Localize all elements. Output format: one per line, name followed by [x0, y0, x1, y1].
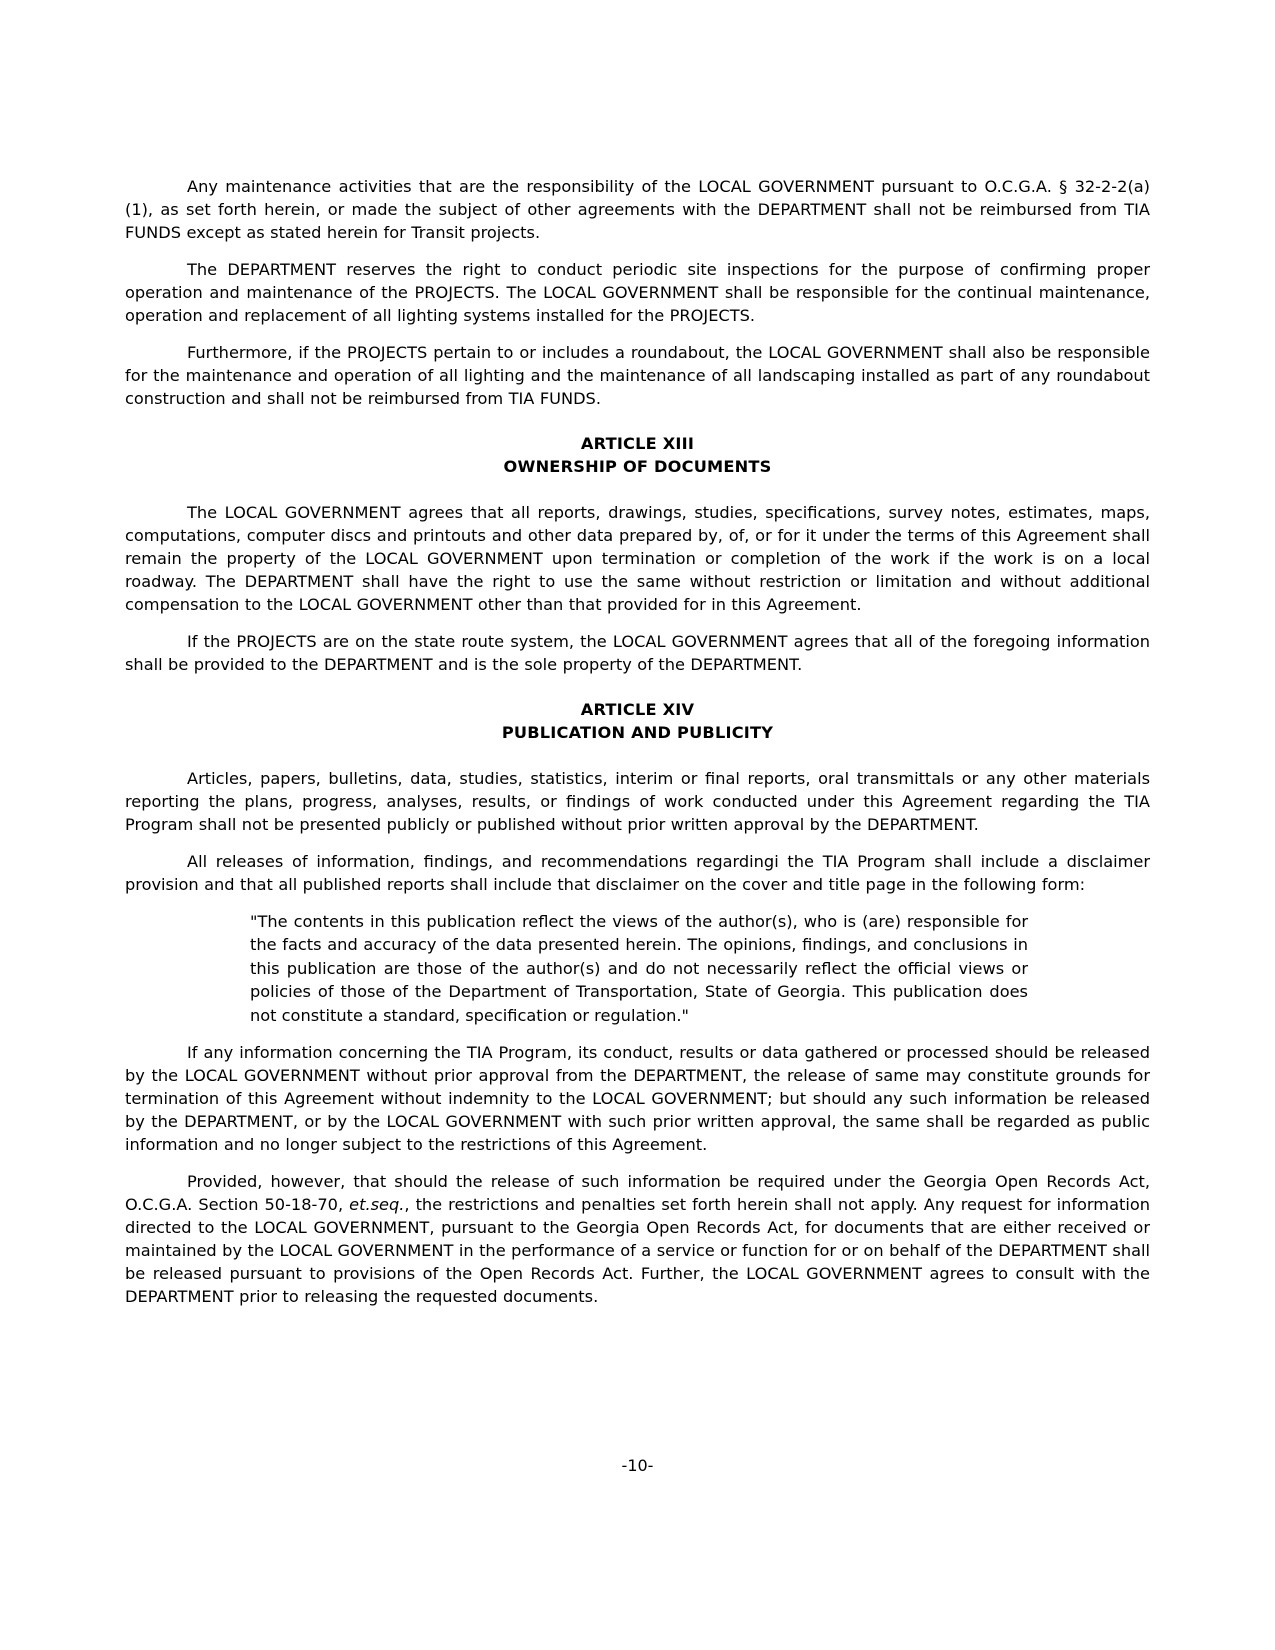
open-records-part-2: , the restrictions and penalties set forth herein shall not apply. Any request for information directed to the LOCAL GOVERNMENT, pursuant to the Georgia Open Records Act, for documents that are either received or maintained by the LOCAL GOVERNMENT in the performance of a service or function for or on behalf of the DEPARTMENT shall be released pursuant to provisions of the Open Records Act. Further, the LOCAL GOVERNMENT agrees to consult with the DEPARTMENT prior to releasing the requested documents.: [125, 1195, 1150, 1307]
article-14-number: ARTICLE XIV: [580, 699, 695, 719]
paragraph-department-inspections: The DEPARTMENT reserves the right to conduct periodic site inspections for the purpose of confirming proper operation and maintenance of the PROJECTS. The LOCAL GOVERNMENT shall be responsible for the continual maintenance, operation and replacement of all lighting systems installed for the PROJECTS.: [125, 260, 1150, 325]
article-14-title: PUBLICATION AND PUBLICITY: [501, 723, 774, 743]
paragraph-ownership-reports: The LOCAL GOVERNMENT agrees that all reports, drawings, studies, specifications, survey notes, estimates, maps, computations, computer discs and printouts and other data prepared by, of, or for it under the terms of this Agreement shall remain the property of the LOCAL GOVERNMENT upon termination or completion of the work if the work is on a local roadway. The DEPARTMENT shall have the right to use the same without restriction or limitation and without additional compensation to the LOCAL GOVERNMENT other than that provided for in this Agreement.: [125, 502, 1150, 614]
open-records-part-1: Provided, however, that should the release of such information be required under the Georgia Open Records Act, O.C.G.A. Section 50-18-70,: [125, 1172, 1150, 1215]
article-13-title: OWNERSHIP OF DOCUMENTS: [503, 457, 772, 477]
paragraph-information-release: If any information concerning the TIA Program, its conduct, results or data gathered or processed should be released by the LOCAL GOVERNMENT without prior approval from the DEPARTMENT, the release of same may constitute grounds for termination of this Agreement without indemnity to the LOCAL GOVERNMENT; but should any such information be released by the DEPARTMENT, or by the LOCAL GOVERNMENT with such prior written approval, the same shall be regarded as public information and no longer subject to the restrictions of this Agreement.: [125, 1043, 1150, 1155]
article-13-heading: [125, 432, 1150, 479]
article-13-number: ARTICLE XIII: [580, 434, 695, 453]
paragraph-articles-papers: Articles, papers, bulletins, data, studies, statistics, interim or final reports, oral transmittals or any other materials reporting the plans, progress, analyses, results, or findings of work conducted under this Agreement regarding the TIA Program shall not be presented publicly or published without prior written approval by the DEPARTMENT.: [125, 768, 1150, 834]
page-number: -10-: [621, 1456, 654, 1475]
paragraph-maintenance-activities: Any maintenance activities that are the responsibility of the LOCAL GOVERNMENT pursuant to O.C.G.A. § 32-2-2(a)(1), as set forth herein, or made the subject of other agreements with the DEPARTMENT shall not be reimbursed from TIA FUNDS except as stated herein for Transit projects.: [125, 177, 1150, 242]
open-records-italic-citation: et.seq.: [349, 1195, 405, 1215]
paragraph-releases-disclaimer: All releases of information, findings, and recommendations regardingi the TIA Program shall include a disclaimer provision and that all published reports shall include that disclaimer on the cover and title page in the following form:: [125, 851, 1150, 894]
paragraph-roundabout: Furthermore, if the PROJECTS pertain to or includes a roundabout, the LOCAL GOVERNMENT shall also be responsible for the maintenance and operation of all lighting and the maintenance of all landscaping installed as part of any roundabout construction and shall not be reimbursed from TIA FUNDS.: [125, 343, 1150, 408]
article-14-heading: [125, 698, 1150, 745]
disclaimer-quote: "The contents in this publication reflect the views of the author(s), who is (are) responsible for the facts and accuracy of the data presented herein. The opinions, findings, and conclusions in this publication are those of the author(s) and do not necessarily reflect the official views or policies of those of the Department of Transportation, State of Georgia. This publication does not constitute a standard, specification or regulation.": [250, 911, 1028, 1025]
paragraph-state-route-system: If the PROJECTS are on the state route system, the LOCAL GOVERNMENT agrees that all of the foregoing information shall be provided to the DEPARTMENT and is the sole property of the DEPARTMENT.: [125, 631, 1150, 674]
paragraph-open-records-act: [125, 1170, 1150, 1308]
